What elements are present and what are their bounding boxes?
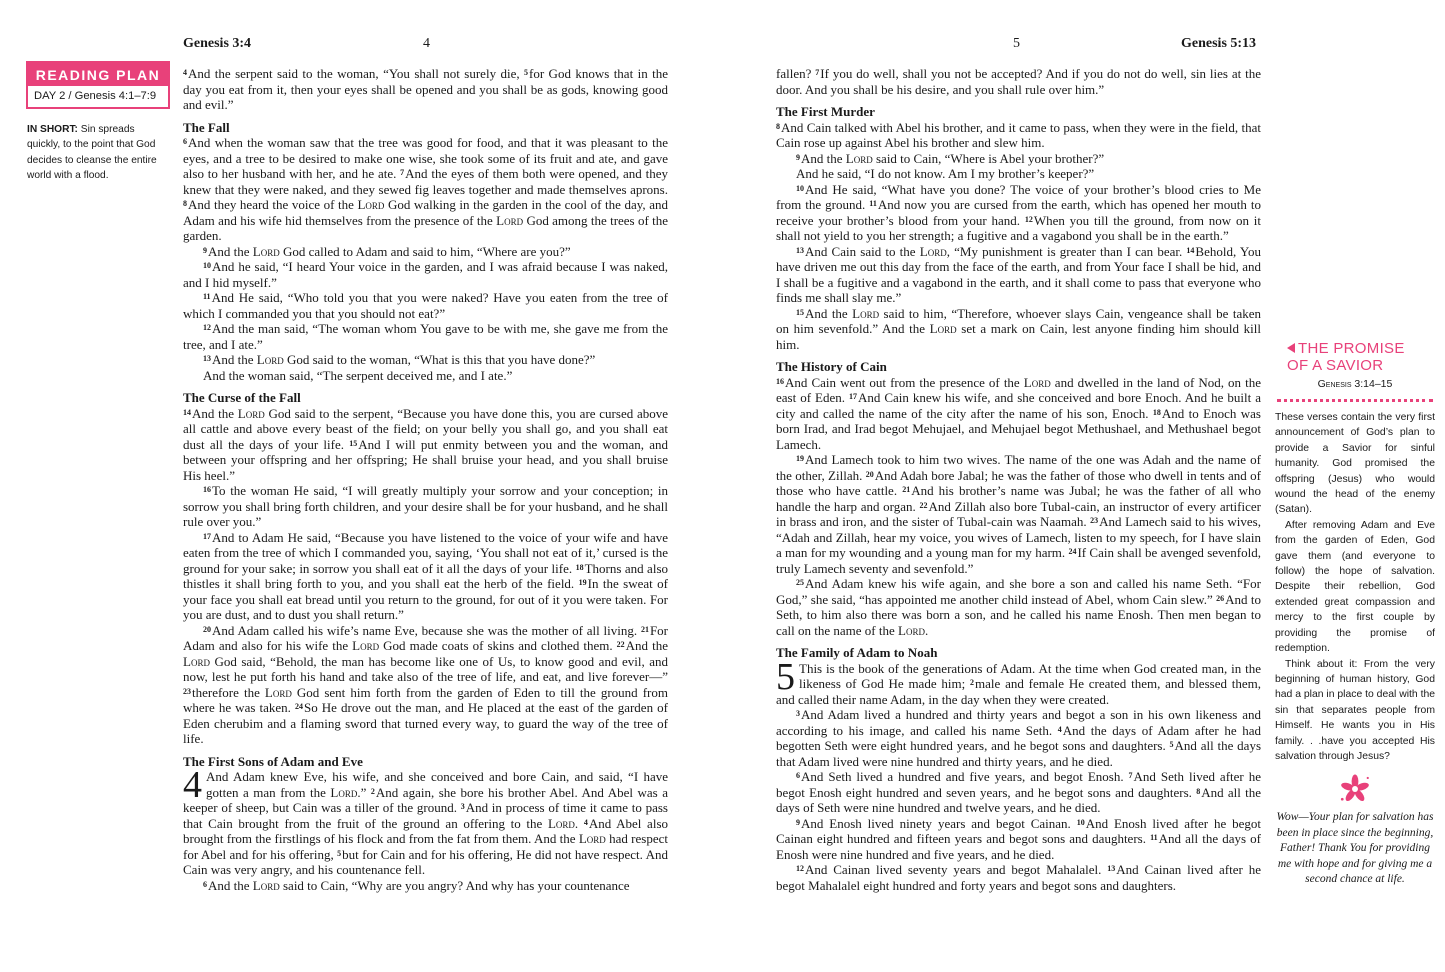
think-about-it-text: From the very beginning of human history, God had a plan in place to deal with the sin that separates people from Himself. He wants you in His family. . .have you accepted His salvation through Jesus?	[1275, 658, 1436, 762]
sidebar-paragraph-3	[1275, 657, 1435, 765]
verse-paragraph: $^{17}$And to Adam He said, “Because you have listened to the voice of your wife and have eaten from the tree of which I commanded you, saying, ‘You shall not eat of it,’ cursed is the ground for your sake; in sorrow you shall eat of it all the days of your life. $^{18}$Thorns and also thistles it shall bring forth to you, and you shall eat the herb of the field. $^{19}$In the sweat of your face you shall eat bread until you return to the ground, for out of it you were taken. For you are dust, and to dust you shall return.”	[183, 529, 668, 622]
section-heading-first-murder: The First Murder	[776, 104, 875, 119]
verse-paragraph: $^9$And the Lord said to Cain, “Where is Abel your brother?”	[796, 150, 1105, 166]
in-short-text: Sin spreads quickly, to the point that God decides to cleanse the entire world with a flood.	[27, 124, 157, 182]
verse-paragraph: And the woman said, “The serpent deceived me, and I ate.”	[203, 367, 513, 383]
verse-paragraph: $^{12}$And Cainan lived seventy years and begot Mahalalel. $^{13}$And Cainan lived after he begot Mahalalel eight hundred and forty years and begot sons and daughters.	[776, 862, 1261, 893]
verse-paragraph: $^{10}$And He said, “What have you done? The voice of your brother’s blood cries to Me from the ground. $^{11}$And now you are cursed from the earth, which has opened her mouth to receive your brother’s blood from your hand. $^{12}$When you till the ground, from now on it shall not yield to you her strength; a fugitive and a vagabond you shall be in the earth.”	[776, 181, 1261, 243]
verse-paragraph: fallen? $^7$If you do well, shall you not be accepted? And if you do not do well, sin lies at the door. And you shall be his desire, and you shall rule over him.”	[776, 66, 1261, 97]
section-heading-family-noah: The Family of Adam to Noah	[776, 645, 938, 660]
page-number-right: 5	[1013, 36, 1020, 51]
running-head-right: Genesis 5:13	[1181, 36, 1257, 51]
verse-paragraph: $^{15}$And the Lord said to him, “Therefore, whoever slays Cain, vengeance shall be taken on him sevenfold.” And the Lord set a mark on Cain, lest anyone finding him should kill him.	[776, 305, 1261, 352]
sidebar-paragraph-2: After removing Adam and Eve from the garden of Eden, God gave them (and everyone to follow) the hope of salvation. Despite their rebellion, God extended great compassion and mercy to the first couple by providing the promise of redemption.	[1275, 519, 1435, 655]
section-heading-fall: The Fall	[183, 119, 230, 135]
flower-icon	[1338, 772, 1372, 806]
verse-paragraph: 5 This is the book of the generations of Adam. At the time when God created man, in the likeness of God He made him; $^2$male and female He created them, and blessed them, and called their name Adam, in the day when they were created.	[776, 655, 1262, 707]
verse-paragraph: $^9$And the Lord God called to Adam and said to him, “Where are you?”	[203, 243, 571, 259]
sidebar-paragraph-1: These verses contain the very first announcement of God’s plan to provide a Savior for sinful humanity. God promised the offspring (Jesus) who would wound the head of the enemy (Satan).	[1275, 412, 1435, 516]
promise-sidebar	[1275, 340, 1435, 887]
verse-paragraph: $^4$And the serpent said to the woman, “You shall not surely die, $^5$for God knows that in the day you eat from it, then your eyes shall be opened and you shall be as gods, knowing good and evil.”	[183, 66, 668, 112]
verse-paragraph: And he said, “I do not know. Am I my brother’s keeper?”	[796, 166, 1095, 181]
verse-paragraph: $^{12}$And the man said, “The woman whom You gave to be with me, she gave me from the tree, and I ate.”	[183, 321, 668, 352]
verse-paragraph: $^{20}$And Adam called his wife’s name Eve, because she was the mother of all living. $^{21}$For Adam and also for his wife the Lord God made coats of skins and clothed them. $^{22}$And the Lord God said, “Behold, the man has become like one of Us, to know good and evil, and now, lest he put forth his hand and take also of the tree of life, and eat, and live forever—” $^{23}$therefore the Lord God sent him forth from the garden of Eden to till the ground from where he was taken. $^{24}$So He drove out the man, and He placed at the east of the garden of Eden cherubim and a flaming sword that turned every way, to guard the way of the tree of life.	[183, 622, 668, 746]
verse-paragraph: $^{13}$And Cain said to the Lord, “My punishment is greater than I can bear. $^{14}$Behold, You have driven me out this day from the face of the earth, and from Your face I shall be hid, and I shall be a fugitive and a vagabond in the earth, and it shall come to pass that everyone who finds me shall slay me.”	[776, 243, 1261, 305]
sidebar-title-line1: THE PROMISE	[1298, 340, 1405, 357]
verse-paragraph: $^3$And Adam lived a hundred and thirty years and begot a son in his own likeness and according to his image, and called his name Seth. $^4$And the days of Adam after he had begotten Seth were eight hundred years, and he begot sons and daughters. $^5$And all the days that Adam lived were nine hundred and thirty years, and he died.	[776, 707, 1262, 769]
chapter-number-5: 5	[776, 655, 795, 698]
verse-paragraph: $^{16}$And Cain went out from the presence of the Lord and dwelled in the land of Nod, on the east of Eden. $^{17}$And Cain knew his wife, and she conceived and bore Enoch. And he built a city and called the name of the city after the name of his son, Enoch. $^{18}$And to Enoch was born Irad, and Irad begot Mehujael, and Mehujael begot Methushael, and Methushael begot Lamech.	[776, 374, 1261, 452]
verse-paragraph: $^{14}$And the Lord God said to the serpent, “Because you have done this, you are cursed above all cattle and above every beast of the field; on your belly you shall go, and you shall eat dust all the days of your life. $^{15}$And I will put enmity between you and the woman, and between your offspring and her offspring; He shall bruise your head, and you shall bruise His heel.”	[183, 405, 668, 483]
chapter-number-4: 4	[183, 764, 202, 806]
page-number-left: 4	[423, 36, 430, 51]
verse-paragraph: 4 And Adam knew Eve, his wife, and she conceived and bore Cain, and said, “I have gotten a man from the Lord.” $^2$And again, she bore his brother Abel. And Abel was a keeper of sheep, but Cain was a tiller of the ground. $^3$And in process of time it came to pass that Cain brought from the fruit of the ground an offering to the Lord. $^4$And Abel also brought from the firstlings of his flock and from the fat from them. And the Lord had respect for Abel and for his offering, $^5$but for Cain and for his offering, He did not have respect. And Cain was very angry, and his countenance fell.	[183, 764, 668, 877]
left-text-column	[183, 66, 668, 893]
verse-paragraph: $^8$And Cain talked with Abel his brother, and it came to pass, when they were in the field, that Cain rose up against Abel his brother and slew him.	[776, 119, 1261, 150]
in-short-note	[27, 122, 169, 184]
pointer-triangle-icon	[1287, 343, 1295, 353]
verse-paragraph: $^9$And Enosh lived ninety years and begot Cainan. $^{10}$And Enosh lived after he begot Cainan eight hundred and fifteen years and begot sons and daughters. $^{11}$And all the days of Enosh were nine hundred and five years, and he died.	[776, 815, 1262, 862]
verse-paragraph: $^6$And Seth lived a hundred and five years, and begot Enosh. $^7$And Seth lived after he begot Enosh eight hundred and seven years, and he begot sons and daughters. $^8$And all the days of Seth were nine hundred and twelve years, and he died.	[776, 769, 1261, 815]
prayer-text: Wow—Your plan for salvation has been in place since the beginning, Father! Thank You for providing me with hope and for giving me a second chance at life.	[1276, 811, 1434, 885]
sidebar-body	[1275, 410, 1435, 764]
dotted-divider	[1277, 399, 1433, 402]
verse-paragraph: $^6$And the Lord said to Cain, “Why are you angry? And why has your countenance	[203, 877, 630, 893]
verse-paragraph: $^{16}$To the woman He said, “I will greatly multiply your sorrow and your conception; in sorrow you shall bring forth children, and your desire shall be for your husband, and he shall rule over you.”	[183, 483, 668, 529]
reading-plan-box	[26, 61, 170, 109]
verse-paragraph: $^{25}$And Adam knew his wife again, and she bore a son and called his name Seth. “For God,” she said, “has appointed me another child instead of Abel, whom Cain slew.” $^{26}$And to Seth, to him also there was born a son, and he called his name Enosh. Then men began to call on the name of the Lord.	[776, 576, 1261, 638]
verse-paragraph: $^{10}$And he said, “I heard Your voice in the garden, and I was afraid because I was naked, and I hid myself.”	[183, 259, 668, 290]
in-short-label: IN SHORT:	[27, 124, 78, 135]
running-head-left: Genesis 3:4	[183, 36, 252, 51]
verse-paragraph: $^6$And when the woman saw that the tree was good for food, and that it was pleasant to the eyes, and a tree to be desired to make one wise, she took some of its fruit and ate, and gave also to her husband with her, and he ate. $^7$And the eyes of them both were opened, and they knew that they were naked, and they sewed fig leaves together and made themselves aprons. $^8$And they heard the voice of the Lord God walking in the garden in the cool of the day, and Adam and his wife hid themselves from the presence of the Lord God among the trees of the garden.	[183, 135, 668, 243]
verse-paragraph: $^{13}$And the Lord God said to the woman, “What is this that you have done?”	[203, 352, 596, 367]
reading-plan-day: DAY 2 / Genesis 4:1–7:9	[34, 90, 157, 102]
section-heading-curse: The Curse of the Fall	[183, 390, 301, 405]
section-heading-history-cain: The History of Cain	[776, 359, 887, 374]
sidebar-title	[1287, 340, 1435, 374]
section-heading-first-sons: The First Sons of Adam and Eve	[183, 753, 363, 769]
sidebar-reference: Genesis 3:14–15	[1317, 378, 1393, 390]
think-about-it-label: Think about it:	[1285, 658, 1358, 670]
reading-plan-title: READING PLAN	[28, 63, 168, 86]
verse-paragraph: $^{11}$And He said, “Who told you that you were naked? Have you eaten from the tree of which I commanded you that you should not eat?”	[183, 290, 668, 321]
sidebar-title-line2: OF A SAVIOR	[1287, 357, 1384, 374]
right-text-column	[776, 66, 1261, 893]
verse-paragraph: $^{19}$And Lamech took to him two wives. The name of the one was Adah and the name of the other, Zillah. $^{20}$And Adah bore Jabal; he was the father of those who dwell in tents and of those who have cattle. $^{21}$And his brother’s name was Jubal; he was the father of all who handle the harp and organ. $^{22}$And Zillah also bore Tubal-cain, an instructor of every artificer in brass and iron, and the sister of Tubal-cain was Naamah. $^{23}$And Lamech said to his wives, “Adah and Zillah, hear my voice, you wives of Lamech, listen to my speech, for I have slain a man for my wounding and a young man for my harm. $^{24}$If Cain shall be avenged sevenfold, truly Lamech seventy and sevenfold.”	[776, 452, 1262, 576]
